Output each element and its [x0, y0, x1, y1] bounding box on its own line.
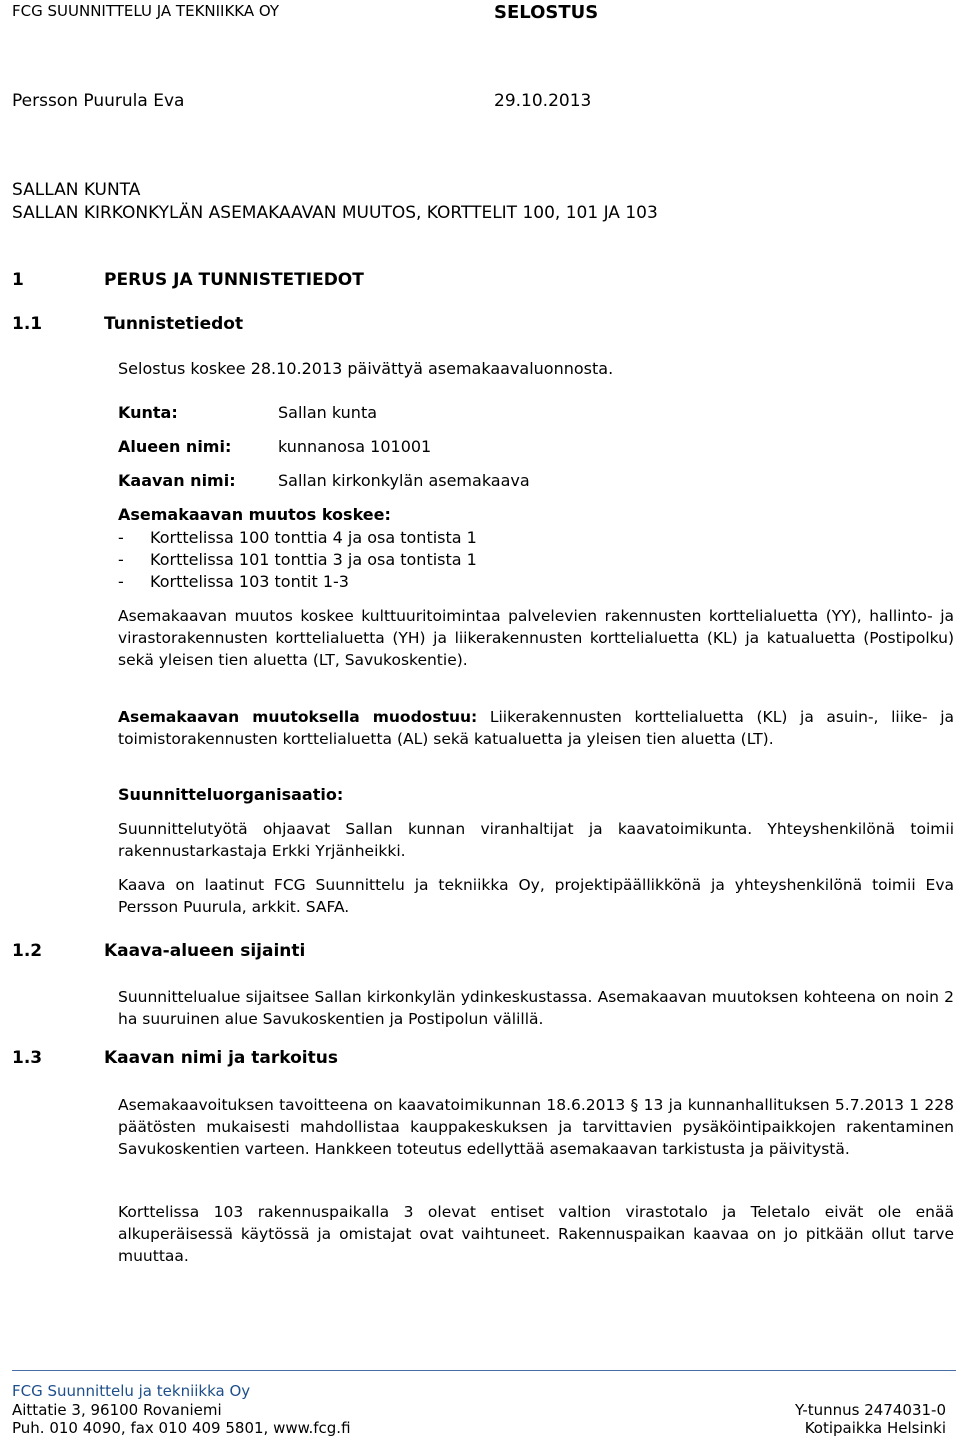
author: Persson Puurula Eva — [12, 91, 185, 111]
company-name-header: FCG SUUNNITTELU JA TEKNIIKKA OY — [12, 2, 280, 20]
title-plan: SALLAN KIRKONKYLÄN ASEMAKAAVAN MUUTOS, KORTTELIT 100, 101 JA 103 — [12, 203, 658, 223]
list-item: Korttelissa 100 tonttia 4 ja osa tontista 1 — [150, 528, 477, 547]
field-label-plan: Kaavan nimi: — [118, 471, 236, 490]
section-1-3-number: 1.3 — [12, 1048, 43, 1068]
field-value-plan: Sallan kirkonkylän asemakaava — [278, 471, 530, 490]
document-date: 29.10.2013 — [494, 91, 592, 111]
footer-business-id: Y-tunnus 2474031-0 — [794, 1401, 946, 1419]
section-1-2-heading: Kaava-alueen sijainti — [104, 941, 306, 961]
section-1-1-number: 1.1 — [12, 314, 43, 334]
paragraph-block-103: Korttelissa 103 rakennuspaikalla 3 olevat entiset valtion virastotalo ja Teletalo eivät ole enää alkuperäisessä käytössä ja omistajat ovat vaihtuneet. Rakennuspaikan kaavaa on jo pitkään ollut tarve muuttaa. — [118, 1203, 954, 1265]
intro-text: Selostus koskee 28.10.2013 päivättyä asemakaavaluonnosta. — [118, 359, 614, 378]
paragraph-author-firm: Kaava on laatinut FCG Suunnittelu ja tekniikka Oy, projektipäällikkönä ja yhteyshenkilönä toimii Eva Persson Puurula, arkkit. SAFA. — [118, 876, 954, 916]
section-1-2-number: 1.2 — [12, 941, 43, 961]
field-label-area: Alueen nimi: — [118, 437, 232, 456]
list-item-bullet: - — [118, 550, 124, 569]
paragraph-change-result-lead: Asemakaavan muutoksella muodostuu: — [118, 708, 478, 726]
paragraph-organisation: Suunnittelutyötä ohjaavat Sallan kunnan viranhaltijat ja kaavatoimikunta. Yhteyshenkilönä toimii rakennustarkastaja Erkki Yrjänheikki. — [118, 820, 954, 860]
section-1-heading: PERUS JA TUNNISTETIEDOT — [104, 270, 364, 290]
organisation-heading: Suunnitteluorganisaatio: — [118, 785, 344, 804]
document-type: SELOSTUS — [494, 2, 599, 23]
list-item-bullet: - — [118, 572, 124, 591]
list-item: Korttelissa 101 tonttia 3 ja osa tontista 1 — [150, 550, 477, 569]
section-1-3-heading: Kaavan nimi ja tarkoitus — [104, 1048, 338, 1068]
change-heading: Asemakaavan muutos koskee: — [118, 505, 391, 524]
title-municipality: SALLAN KUNTA — [12, 180, 141, 200]
footer-contact: Puh. 010 4090, fax 010 409 5801, www.fcg.fi — [12, 1419, 351, 1437]
field-value-municipality: Sallan kunta — [278, 403, 378, 422]
paragraph-location: Suunnittelualue sijaitsee Sallan kirkonkylän ydinkeskustassa. Asemakaavan muutoksen kohteena on noin 2 ha suuruinen alue Savukoskentien ja Postipolun välillä. — [118, 988, 954, 1028]
list-item: Korttelissa 103 tontit 1-3 — [150, 572, 349, 591]
footer-divider — [12, 1370, 956, 1371]
footer-domicile: Kotipaikka Helsinki — [804, 1419, 946, 1437]
field-value-area: kunnanosa 101001 — [278, 437, 432, 456]
footer-address: Aittatie 3, 96100 Rovaniemi — [12, 1401, 222, 1419]
paragraph-purpose: Asemakaavoituksen tavoitteena on kaavatoimikunnan 18.6.2013 § 13 ja kunnanhallituksen 5.7.2013 1 228 päätösten mukaisesti mahdollistaa kauppakeskuksen ja tarvittavien pysäköintipaikkojen rakentaminen Savukoskentien varteen. Hankkeen toteutus edellyttää asemakaavan tarkistusta ja päivitystä. — [118, 1096, 954, 1158]
footer-company: FCG Suunnittelu ja tekniikka Oy — [12, 1382, 251, 1400]
paragraph-change-scope: Asemakaavan muutos koskee kulttuuritoimintaa palvelevien rakennusten korttelialuetta (YY), hallinto- ja virastorakennusten korttelialuetta (YH) ja liikerakennusten korttelialuetta (KL) ja katualuetta (Postipolku) sekä yleisen tien aluetta (LT, Savukoskentie). — [118, 607, 954, 669]
field-label-municipality: Kunta: — [118, 403, 178, 422]
paragraph-change-result-text: Liikerakennusten korttelialuetta (KL) ja asuin-, liike- ja toimistorakennusten korttelialuetta (AL) sekä katualuetta ja yleisen tien aluetta (LT). — [118, 708, 954, 748]
list-item-bullet: - — [118, 528, 124, 547]
section-1-1-heading: Tunnistetiedot — [104, 314, 244, 334]
section-1-number: 1 — [12, 270, 24, 290]
paragraph-change-result — [118, 706, 954, 750]
